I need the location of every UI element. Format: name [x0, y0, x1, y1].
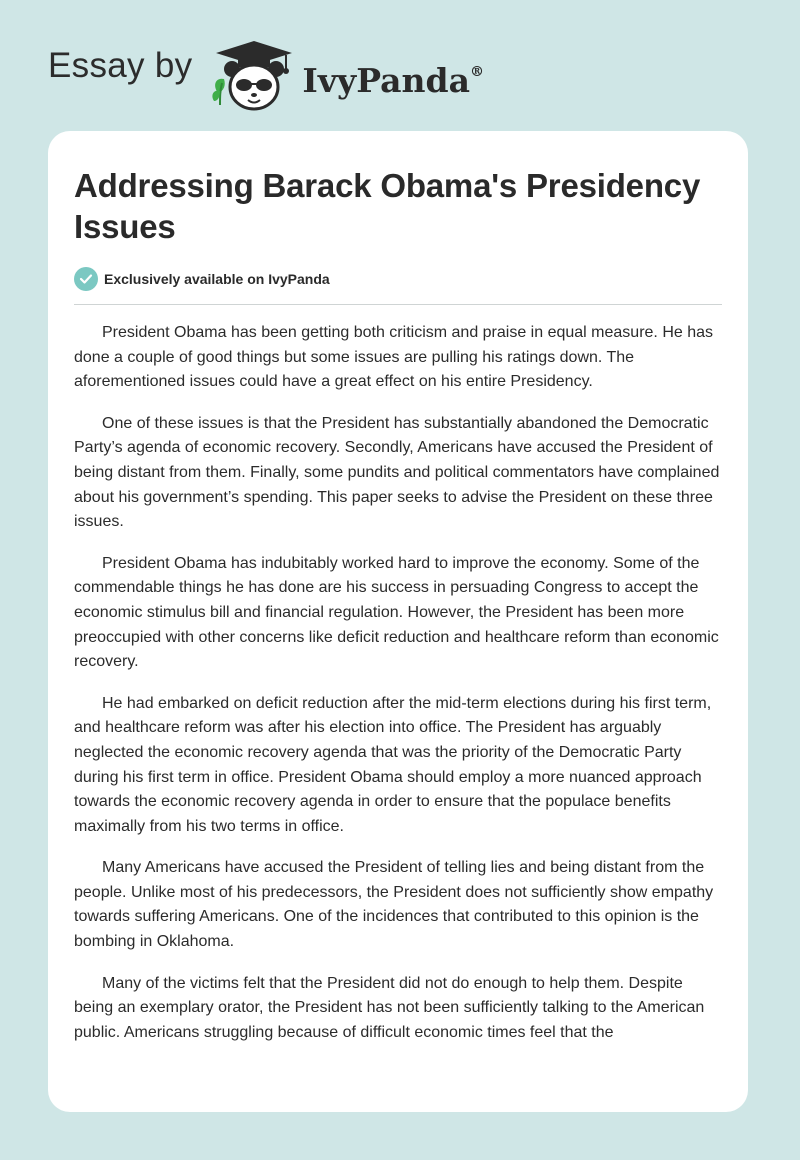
registered-mark: ® — [469, 63, 484, 80]
site-header — [48, 34, 484, 114]
exclusive-badge — [74, 267, 722, 305]
panda-logo-icon[interactable] — [208, 35, 300, 113]
paragraph: Many Americans have accused the President of telling lies and being distant from the people. Unlike most of his predecessors, the President does not sufficiently show empathy towards suffering Americans. One of the incidences that contributed to this opinion is the bombing in Oklahoma. — [74, 859, 714, 951]
exclusive-badge-text: Exclusively available on IvyPanda — [104, 271, 330, 287]
essay-by-label: Essay by — [48, 46, 193, 85]
paragraph: President Obama has been getting both criticism and praise in equal measure. He has done a couple of good things but some issues are pulling his ratings down. The aforementioned issues could have a great effect on his entire Presidency. — [74, 324, 714, 391]
paragraph: He had embarked on deficit reduction after the mid-term elections during his first term, and healthcare reform was after his election into office. The President has arguably neglected the economic recovery agenda that was the priority of the Democratic Party during his first term in office. President Obama should employ a more nuanced approach towards the economic recovery agenda in order to ensure that the populace benefits maximally from his two terms in office. — [74, 694, 712, 835]
paragraph: One of these issues is that the President has substantially abandoned the Democratic Party’s agenda of economic recovery. Secondly, Americans have accused the President of being distant from them. Finally, some pundits and political commentators have complained about his government’s spending. This paper seeks to advise the President on these three issues. — [74, 414, 720, 531]
page-title: Addressing Barack Obama's Presidency Issues — [74, 167, 701, 245]
essay-card — [48, 131, 748, 1112]
brand-name[interactable]: IvyPanda® — [302, 60, 484, 100]
paragraph: Many of the victims felt that the President did not do enough to help them. Despite being an exemplary orator, the President has not been sufficiently talking to the American public. Americans struggling because of difficult economic times feel that the — [74, 974, 705, 1041]
essay-body — [74, 321, 722, 1045]
paragraph: President Obama has indubitably worked hard to improve the economy. Some of the commendable things he has done are his success in persuading Congress to accept the economic stimulus bill and financial regulation. However, the President has been more preoccupied with other concerns like deficit reduction and healthcare reform than economic recovery. — [74, 554, 719, 671]
check-icon — [74, 267, 98, 291]
